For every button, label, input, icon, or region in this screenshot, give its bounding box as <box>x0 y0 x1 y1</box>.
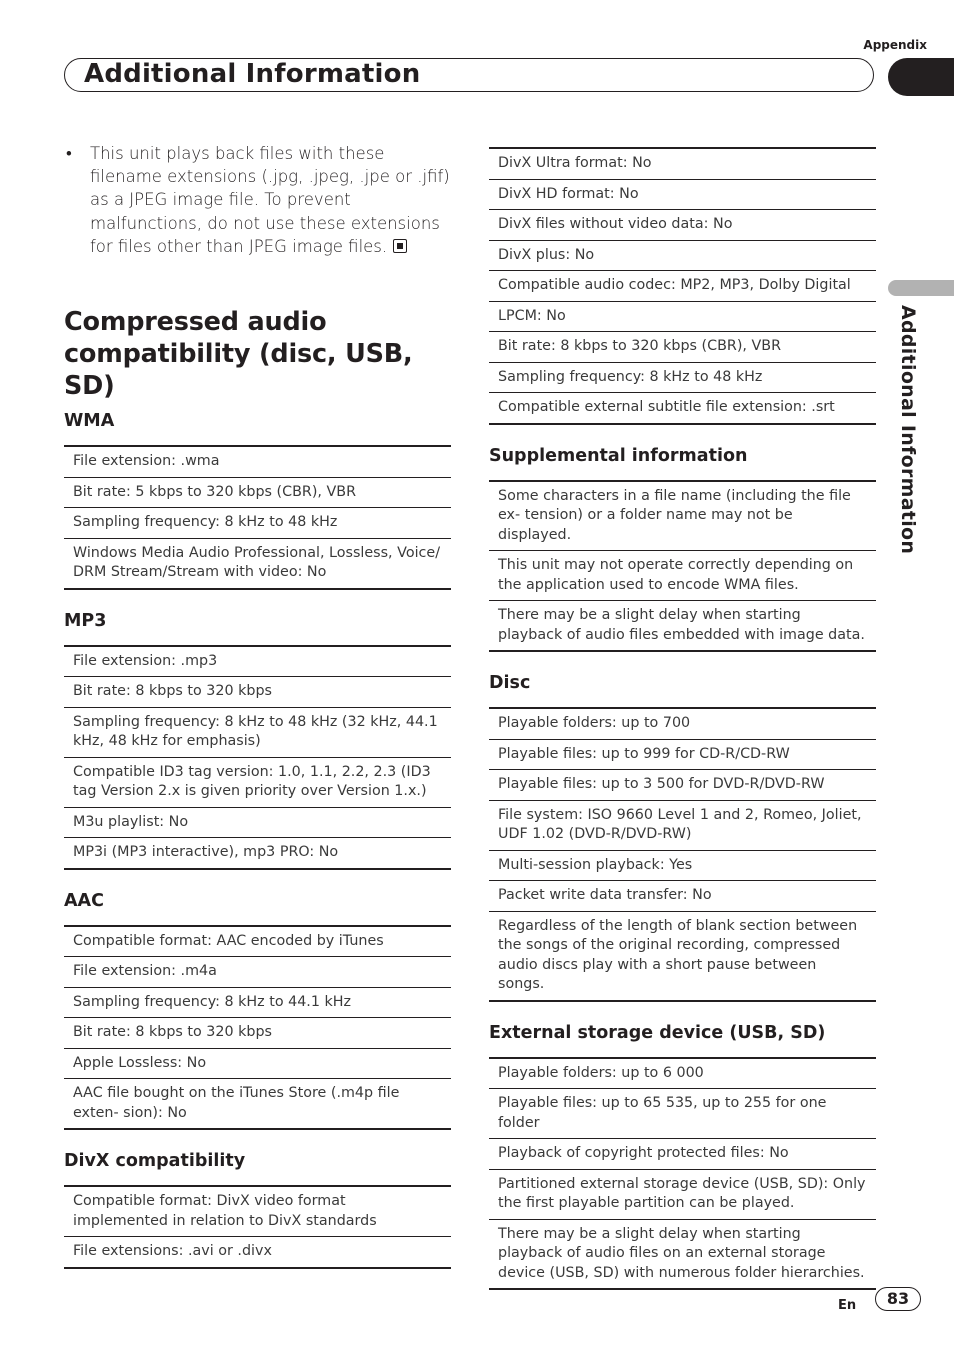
section-heading: Compressed audio compatibility (disc, USB, SD) <box>64 307 413 402</box>
subsection-heading: MP3 <box>64 610 107 631</box>
spec-row: MP3i (MP3 interactive), mp3 PRO: No <box>64 838 451 870</box>
spec-row: File extension: .m4a <box>64 957 451 988</box>
spec-row: File system: ISO 9660 Level 1 and 2, Romeo, Joliet, UDF 1.02 (DVD-R/DVD-RW) <box>489 801 876 851</box>
spec-row: Playable files: up to 999 for CD-R/CD-RW <box>489 740 876 771</box>
intro-bullet <box>64 142 452 258</box>
spec-row: Regardless of the length of blank section between the songs of the original recording, compressed audio discs play with a short pause between songs. <box>489 912 876 1002</box>
spec-section <box>64 610 451 870</box>
spec-row: Playable folders: up to 700 <box>489 709 876 740</box>
spec-table <box>489 707 876 1002</box>
spec-row: There may be a slight delay when starting playback of audio files on an external storage device (USB, SD) with numerous folder hierarchies. <box>489 1220 876 1291</box>
spec-row: Sampling frequency: 8 kHz to 48 kHz <box>489 363 876 394</box>
spec-row: Playable folders: up to 6 000 <box>489 1059 876 1090</box>
spec-section <box>64 1150 451 1269</box>
spec-section <box>489 1022 876 1291</box>
spec-row: DivX HD format: No <box>489 180 876 211</box>
spec-table <box>64 925 451 1131</box>
spec-section <box>489 445 876 653</box>
spec-row: File extensions: .avi or .divx <box>64 1237 451 1269</box>
spec-row: This unit may not operate correctly depending on the application used to encode WMA files. <box>489 551 876 601</box>
spec-row: Partitioned external storage device (USB, SD): Only the first playable partition can be played. <box>489 1170 876 1220</box>
subsection-heading: Supplemental information <box>489 445 748 466</box>
spec-section <box>489 672 876 1002</box>
spec-row: File extension: .mp3 <box>64 647 451 678</box>
spec-row: LPCM: No <box>489 302 876 333</box>
page-title: Additional Information <box>84 59 421 89</box>
spec-row: Bit rate: 5 kbps to 320 kbps (CBR), VBR <box>64 478 451 509</box>
page-number: 83 <box>875 1287 921 1311</box>
subsection-heading: WMA <box>64 411 115 432</box>
subsection-heading: External storage device (USB, SD) <box>489 1022 826 1043</box>
spec-row: DivX Ultra format: No <box>489 149 876 180</box>
left-sections <box>64 410 451 1269</box>
side-section-tab <box>888 280 954 296</box>
spec-row: Playable files: up to 65 535, up to 255 for one folder <box>489 1089 876 1139</box>
language-label: En <box>838 1298 857 1313</box>
spec-row: Bit rate: 8 kbps to 320 kbps (CBR), VBR <box>489 332 876 363</box>
spec-table <box>64 1185 451 1269</box>
spec-table <box>64 645 451 870</box>
right-sections <box>489 445 876 1291</box>
spec-row: Compatible ID3 tag version: 1.0, 1.1, 2.2, 2.3 (ID3 tag Version 2.x is given priority over Version 1.x.) <box>64 758 451 808</box>
spec-row: Compatible external subtitle file extension: .srt <box>489 393 876 425</box>
spec-row: AAC file bought on the iTunes Store (.m4p file exten- sion): No <box>64 1079 451 1130</box>
side-section-label: Additional Information <box>897 305 919 555</box>
spec-row: Bit rate: 8 kbps to 320 kbps <box>64 1018 451 1049</box>
spec-row: Compatible audio codec: MP2, MP3, Dolby Digital <box>489 271 876 302</box>
spec-row: Bit rate: 8 kbps to 320 kbps <box>64 677 451 708</box>
spec-table <box>489 1057 876 1291</box>
divx-continued-table <box>489 147 876 425</box>
spec-row: There may be a slight delay when starting playback of audio files embedded with image data. <box>489 601 876 652</box>
spec-row: M3u playlist: No <box>64 808 451 839</box>
spec-row: Playback of copyright protected files: No <box>489 1139 876 1170</box>
subsection-heading: AAC <box>64 890 104 911</box>
spec-row: DivX files without video data: No <box>489 210 876 241</box>
spec-row: Compatible format: AAC encoded by iTunes <box>64 927 451 958</box>
right-column <box>489 147 876 1290</box>
spec-row: Sampling frequency: 8 kHz to 44.1 kHz <box>64 988 451 1019</box>
spec-row: DivX plus: No <box>489 241 876 272</box>
intro-bullet-text: This unit plays back files with these filename extensions (.jpg, .jpeg, .jpe or .jfif) as a JPEG image file. To prevent malfunctions, do not use these extensions for files other than JPEG image files. <box>90 144 450 256</box>
spec-row: Packet write data transfer: No <box>489 881 876 912</box>
spec-row: Multi-session playback: Yes <box>489 851 876 882</box>
spec-row: Sampling frequency: 8 kHz to 48 kHz <box>64 508 451 539</box>
spec-row: Windows Media Audio Professional, Lossless, Voice/ DRM Stream/Stream with video: No <box>64 539 451 590</box>
spec-section <box>64 890 451 1131</box>
bullet-dot: • <box>66 144 72 163</box>
appendix-label: Appendix <box>863 38 927 52</box>
spec-table <box>64 445 451 590</box>
subsection-heading: Disc <box>489 673 531 693</box>
header-section-tab <box>888 58 954 96</box>
spec-row: File extension: .wma <box>64 447 451 478</box>
spec-section <box>64 410 451 590</box>
spec-row: Apple Lossless: No <box>64 1049 451 1080</box>
spec-row: Compatible format: DivX video format implemented in relation to DivX standards <box>64 1187 451 1237</box>
subsection-heading: DivX compatibility <box>64 1151 246 1172</box>
left-column <box>64 142 451 1269</box>
spec-row: Sampling frequency: 8 kHz to 48 kHz (32 kHz, 44.1 kHz, 48 kHz for emphasis) <box>64 708 451 758</box>
spec-row: Some characters in a file name (including the file ex- tension) or a folder name may not be displayed. <box>489 482 876 552</box>
spec-row: Playable files: up to 3 500 for DVD-R/DVD-RW <box>489 770 876 801</box>
spec-table <box>489 480 876 653</box>
end-of-section-icon <box>393 239 407 253</box>
